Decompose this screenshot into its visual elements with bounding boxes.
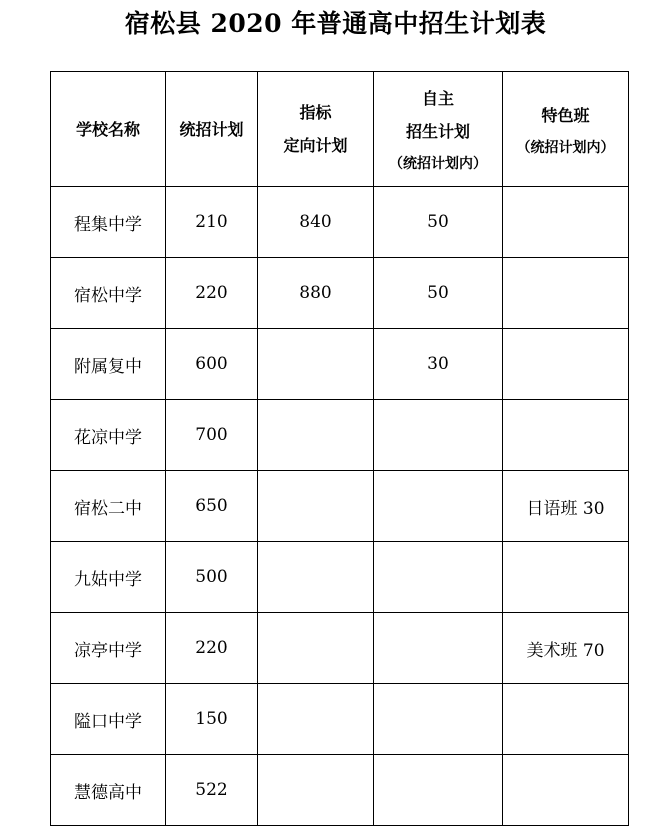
cell-directed	[258, 471, 374, 542]
cell-plan: 700	[166, 400, 258, 471]
cell-directed: 840	[258, 187, 374, 258]
enrollment-plan-table	[50, 71, 629, 826]
cell-directed	[258, 329, 374, 400]
cell-plan: 220	[166, 258, 258, 329]
header-unified-plan: 统招计划	[166, 72, 258, 187]
cell-plan: 522	[166, 755, 258, 826]
cell-independent: 30	[374, 329, 503, 400]
header-independent-line2: 招生计划	[405, 122, 470, 141]
cell-school: 九姑中学	[51, 542, 166, 613]
header-special-class	[503, 72, 629, 187]
cell-school: 花凉中学	[51, 400, 166, 471]
cell-independent: 50	[374, 258, 503, 329]
header-special-note: （统招计划内）	[516, 139, 615, 156]
table-row	[51, 684, 629, 755]
cell-directed	[258, 400, 374, 471]
cell-special: 美术班 70	[503, 613, 629, 684]
cell-independent	[374, 613, 503, 684]
header-directed-line2: 定向计划	[283, 136, 348, 155]
cell-plan: 650	[166, 471, 258, 542]
cell-special	[503, 329, 629, 400]
cell-special: 日语班 30	[503, 471, 629, 542]
cell-plan: 150	[166, 684, 258, 755]
cell-independent: 50	[374, 187, 503, 258]
header-independent-plan	[374, 72, 503, 187]
cell-school: 隘口中学	[51, 684, 166, 755]
table-row	[51, 542, 629, 613]
cell-school: 慧德高中	[51, 755, 166, 826]
cell-independent	[374, 684, 503, 755]
header-independent-line1: 自主	[421, 89, 454, 108]
cell-plan: 600	[166, 329, 258, 400]
cell-special	[503, 187, 629, 258]
cell-directed	[258, 613, 374, 684]
cell-special	[503, 755, 629, 826]
cell-directed	[258, 755, 374, 826]
cell-independent	[374, 471, 503, 542]
page-title: 宿松县 2020 年普通高中招生计划表	[124, 9, 547, 38]
table-row	[51, 755, 629, 826]
cell-independent	[374, 542, 503, 613]
cell-school: 宿松二中	[51, 471, 166, 542]
table-header-row	[51, 72, 629, 187]
header-independent-note: （统招计划内）	[389, 156, 487, 172]
cell-special	[503, 542, 629, 613]
header-directed-plan	[258, 72, 374, 187]
cell-school: 宿松中学	[51, 258, 166, 329]
table-row	[51, 613, 629, 684]
cell-independent	[374, 755, 503, 826]
cell-directed	[258, 684, 374, 755]
cell-school: 附属复中	[51, 329, 166, 400]
header-directed-line1: 指标	[299, 103, 332, 122]
cell-directed: 880	[258, 258, 374, 329]
cell-directed	[258, 542, 374, 613]
table-row	[51, 187, 629, 258]
cell-special	[503, 400, 629, 471]
header-school-name: 学校名称	[51, 72, 166, 187]
table-row	[51, 471, 629, 542]
cell-plan: 500	[166, 542, 258, 613]
cell-plan: 210	[166, 187, 258, 258]
cell-school: 凉亭中学	[51, 613, 166, 684]
cell-plan: 220	[166, 613, 258, 684]
cell-independent	[374, 400, 503, 471]
table-row	[51, 329, 629, 400]
header-special-line1: 特色班	[541, 105, 590, 125]
cell-special	[503, 684, 629, 755]
table-row	[51, 258, 629, 329]
cell-special	[503, 258, 629, 329]
table-row	[51, 400, 629, 471]
cell-school: 程集中学	[51, 187, 166, 258]
